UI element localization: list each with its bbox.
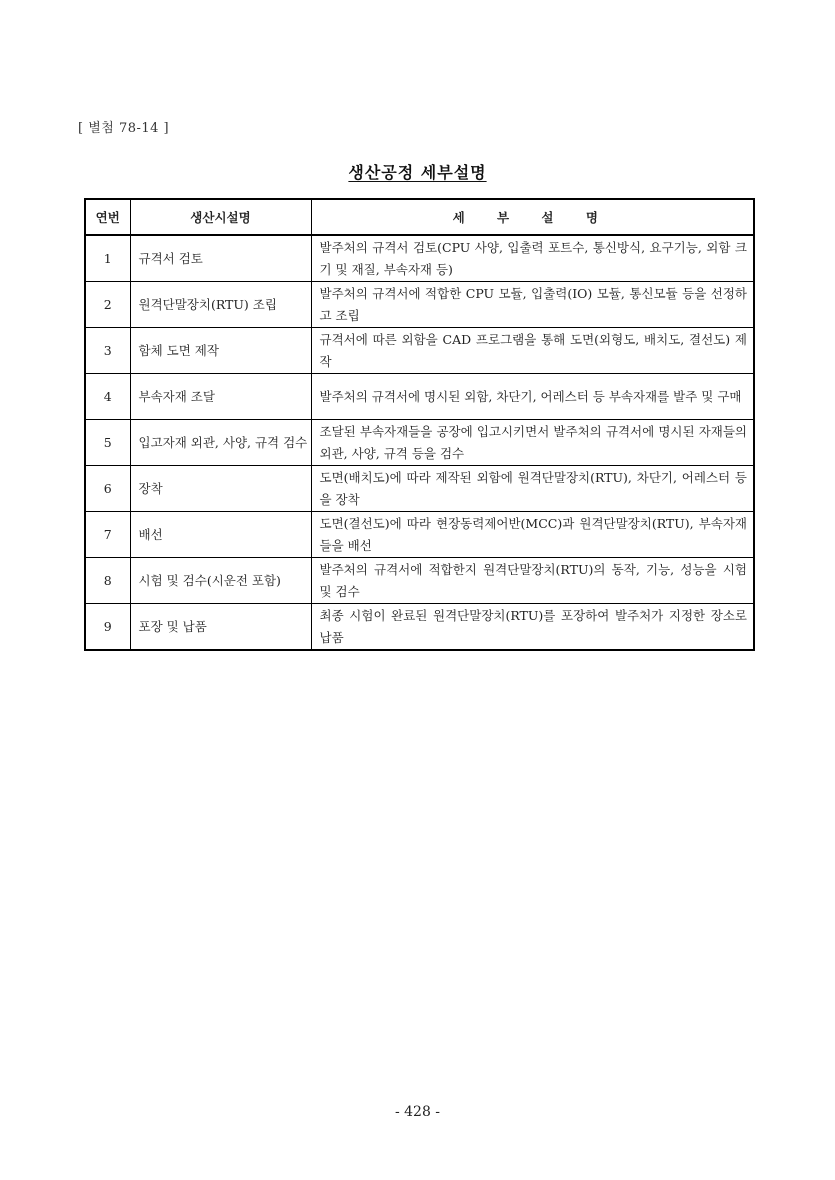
- row-number: 8: [85, 558, 130, 604]
- row-number: 6: [85, 466, 130, 512]
- column-header-no: 연번: [85, 199, 130, 235]
- table-row: [85, 328, 754, 374]
- facility-name: 원격단말장치(RTU) 조립: [130, 282, 311, 328]
- column-header-description: [311, 199, 754, 235]
- process-description: 발주처의 규격서에 적합한 CPU 모듈, 입출력(IO) 모듈, 통신모듈 등을 선정하고 조립: [311, 282, 754, 328]
- column-header-description-label: 세 부 설 명: [452, 210, 612, 225]
- table-row: [85, 512, 754, 558]
- table-row: [85, 235, 754, 282]
- facility-name: 규격서 검토: [130, 235, 311, 282]
- process-description: 조달된 부속자재들을 공장에 입고시키면서 발주처의 규격서에 명시된 자재들의 외관, 사양, 규격 등을 검수: [311, 420, 754, 466]
- process-description: 발주처의 규격서에 적합한지 원격단말장치(RTU)의 동작, 기능, 성능을 시험 및 검수: [311, 558, 754, 604]
- facility-name: 함체 도면 제작: [130, 328, 311, 374]
- page-number: - 428 -: [394, 1104, 441, 1120]
- facility-name: 입고자재 외관, 사양, 규격 검수: [130, 420, 311, 466]
- process-description: 발주처의 규격서에 명시된 외함, 차단기, 어레스터 등 부속자재를 발주 및 구매: [311, 374, 754, 420]
- facility-name: 시험 및 검수(시운전 포함): [130, 558, 311, 604]
- column-header-facility: 생산시설명: [130, 199, 311, 235]
- table-row: [85, 420, 754, 466]
- process-description: 도면(결선도)에 따라 현장동력제어반(MCC)과 원격단말장치(RTU), 부속자재들을 배선: [311, 512, 754, 558]
- process-table: [84, 198, 755, 651]
- process-description: 발주처의 규격서 검토(CPU 사양, 입출력 포트수, 통신방식, 요구기능, 외함 크기 및 재질, 부속자재 등): [311, 235, 754, 282]
- row-number: 4: [85, 374, 130, 420]
- table-row: [85, 282, 754, 328]
- table-row: [85, 374, 754, 420]
- process-description: 도면(배치도)에 따라 제작된 외함에 원격단말장치(RTU), 차단기, 어레스터 등을 장착: [311, 466, 754, 512]
- row-number: 1: [85, 235, 130, 282]
- table-row: [85, 558, 754, 604]
- table-header-row: [85, 199, 754, 235]
- process-description: 최종 시험이 완료된 원격단말장치(RTU)를 포장하여 발주처가 지정한 장소로 납품: [311, 604, 754, 651]
- row-number: 3: [85, 328, 130, 374]
- process-description: 규격서에 따른 외함을 CAD 프로그램을 통해 도면(외형도, 배치도, 결선도) 제작: [311, 328, 754, 374]
- table-row: [85, 604, 754, 651]
- row-number: 7: [85, 512, 130, 558]
- row-number: 5: [85, 420, 130, 466]
- row-number: 2: [85, 282, 130, 328]
- facility-name: 장착: [130, 466, 311, 512]
- facility-name: 부속자재 조달: [130, 374, 311, 420]
- page-title-wrap: [0, 160, 835, 183]
- attachment-reference: [ 별첨 78-14 ]: [78, 121, 170, 136]
- page-title: 생산공정 세부설명: [348, 163, 487, 182]
- facility-name: 포장 및 납품: [130, 604, 311, 651]
- row-number: 9: [85, 604, 130, 651]
- table-row: [85, 466, 754, 512]
- facility-name: 배선: [130, 512, 311, 558]
